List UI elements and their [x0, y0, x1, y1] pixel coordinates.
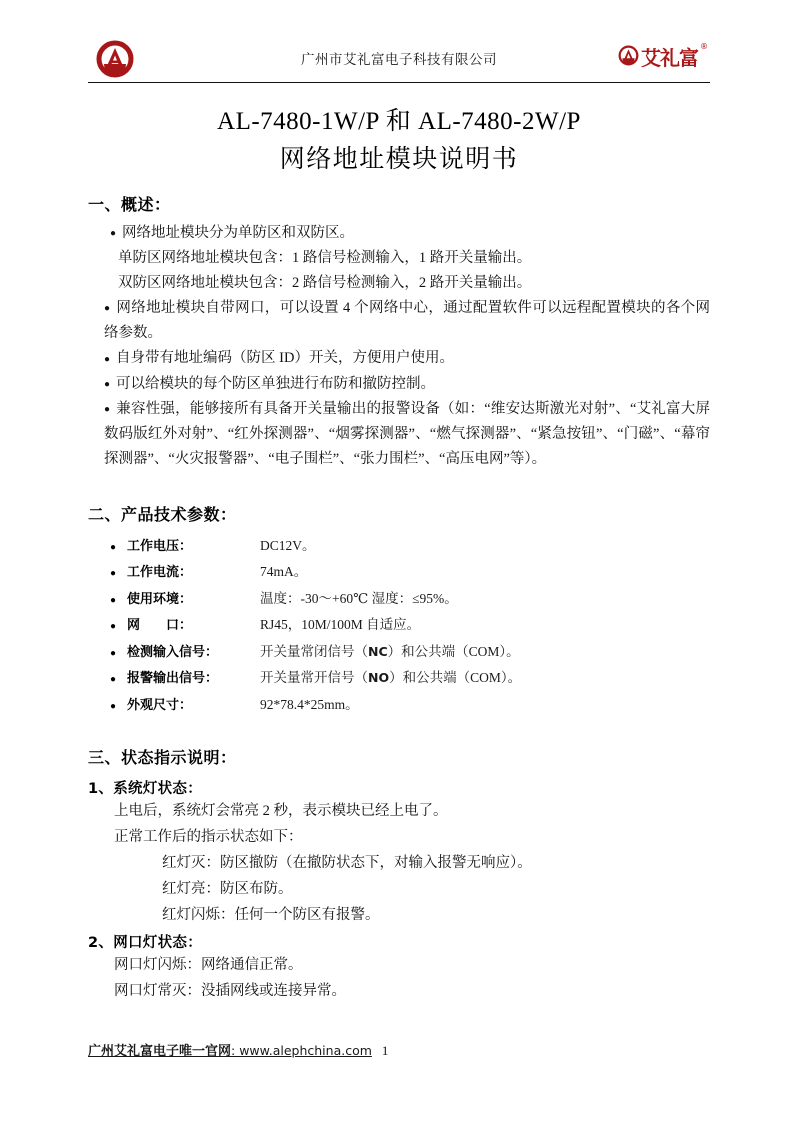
spec-list — [88, 534, 710, 720]
official-website-url: : www.alephchina.com — [231, 1043, 372, 1058]
section-1-heading: 一、概述： — [88, 195, 171, 214]
overview-bullet-1-text: 网络地址模块分为单防区和双防区。 — [122, 225, 355, 241]
bullet-dot-icon: ● — [110, 621, 117, 633]
overview-bullet-1 — [110, 221, 710, 246]
official-website-label: 广州艾礼富电子唯一官网 — [88, 1044, 232, 1059]
overview-bullet-5 — [104, 397, 710, 472]
registered-trademark-icon: ® — [700, 42, 708, 51]
section-3-sub-1-heading: 1、系统灯状态： — [88, 781, 202, 798]
bullet-dot-icon: ● — [110, 647, 117, 659]
spec-label: 外观尺寸： — [127, 697, 193, 713]
spec-label: 工作电压： — [127, 538, 193, 554]
spec-label: 报警输出信号： — [127, 671, 219, 687]
spec-value — [260, 640, 520, 665]
overview-bullet-5-text: 兼容性强，能够接所有具备开关量输出的报警设备（如：“维安达斯激光对射”、“艾礼富大屏数码版红外对射”、“红外探测器”、“烟雾探测器”、“燃气探测器”、“紧急按钮”、“门磁”、“幕帘探测器”、“火灾报警器”、“电子围栏”、“张力围栏”、“高压电网”等）。 — [104, 400, 710, 467]
net-led-line-2: 网口灯常灭：没插网线或连接异常。 — [114, 983, 346, 1000]
page-header — [88, 38, 710, 82]
title-line-1: AL-7480-1W/P 和 AL-7480-2W/P — [217, 108, 581, 135]
spec-label: 使用环境： — [127, 591, 193, 607]
brand-logo — [618, 41, 708, 75]
spec-value: DC12V。 — [260, 537, 316, 553]
overview-subline-1: 单防区网络地址模块包含：1 路信号检测输入，1 路开关量输出。 — [118, 250, 532, 267]
section-3-heading: 三、状态指示说明： — [88, 748, 237, 768]
bullet-dot-icon: ● — [110, 594, 117, 606]
bullet-dot-icon: ● — [110, 541, 117, 553]
section-2-heading: 二、产品技术参数： — [88, 504, 237, 524]
overview-bullet-2-text: 网络地址模块自带网口，可以设置 4 个网络中心，通过配置软件可以远程配置模块的各个网络参数。 — [104, 300, 710, 342]
bullet-dot-icon: ● — [104, 403, 111, 415]
header-divider — [88, 82, 710, 83]
bullet-dot-icon: ● — [110, 674, 117, 686]
spec-value: 92*78.4*25mm。 — [260, 696, 359, 712]
spacer — [88, 472, 710, 502]
spec-row — [88, 613, 710, 640]
spec-value — [260, 666, 521, 691]
spec-label: 网 口： — [127, 618, 193, 634]
spacer — [88, 719, 710, 745]
official-website-link[interactable] — [88, 1040, 372, 1059]
bullet-dot-icon: ● — [110, 228, 117, 240]
title-line-2: 网络地址模块说明书 — [279, 144, 519, 173]
page-footer — [88, 1040, 710, 1059]
spec-value-post: ）和公共端（COM）。 — [389, 670, 522, 686]
overview-bullet-2 — [104, 296, 710, 346]
spec-value-post: ）和公共端（COM）。 — [387, 643, 520, 659]
spec-value: RJ45，10M/100M 自适应。 — [260, 617, 421, 633]
spec-row — [88, 666, 710, 693]
section-3-sub-2-heading: 2、网口灯状态： — [88, 935, 202, 952]
document-title — [88, 104, 710, 178]
bullet-dot-icon: ● — [104, 303, 111, 315]
spec-row — [88, 693, 710, 720]
bullet-dot-icon: ● — [104, 353, 111, 365]
spec-label: 检测输入信号： — [127, 644, 219, 660]
system-led-state-blink: 红灯闪烁：任何一个防区有报警。 — [162, 907, 380, 924]
spec-value-pre: 开关量常闭信号（ — [260, 643, 368, 659]
overview-bullet-3 — [104, 346, 710, 371]
spec-value-emphasis: NC — [368, 643, 388, 659]
system-led-line-2: 正常工作后的指示状态如下： — [114, 829, 303, 846]
page-number: 1 — [381, 1043, 389, 1058]
bullet-dot-icon: ● — [110, 700, 117, 712]
header-company-name: 广州市艾礼富电子科技有限公司 — [301, 52, 497, 68]
spec-value: 74mA。 — [260, 564, 308, 580]
net-led-line-1: 网口灯闪烁：网络通信正常。 — [114, 957, 303, 974]
brand-name-text: 艾礼富 — [641, 46, 698, 70]
spec-row — [88, 534, 710, 561]
overview-bullet-3-text: 自身带有地址编码（防区 ID）开关，方便用户使用。 — [116, 350, 454, 367]
document-body — [88, 192, 710, 1004]
system-led-state-on: 红灯亮：防区布防。 — [162, 881, 293, 898]
overview-bullet-4-text: 可以给模块的每个防区单独进行布防和撤防控制。 — [116, 375, 436, 392]
bullet-dot-icon: ● — [104, 378, 111, 390]
spec-value-emphasis: NO — [368, 670, 390, 686]
spec-row — [88, 587, 710, 614]
spec-row — [88, 640, 710, 667]
spec-value: 温度：-30～+60℃ 湿度：≤95%。 — [260, 590, 458, 606]
spec-row — [88, 560, 710, 587]
overview-subline-2: 双防区网络地址模块包含：2 路信号检测输入，2 路开关量输出。 — [118, 275, 532, 292]
system-led-line-1: 上电后，系统灯会常亮 2 秒，表示模块已经上电了。 — [114, 803, 448, 820]
brand-a-circle-icon — [618, 45, 639, 71]
spec-label: 工作电流： — [127, 565, 193, 581]
bullet-dot-icon: ● — [110, 568, 117, 580]
overview-bullet-4 — [104, 372, 710, 397]
spec-value-pre: 开关量常开信号（ — [260, 670, 368, 686]
system-led-state-off: 红灯灭：防区撤防（在撤防状态下，对输入报警无响应）。 — [162, 855, 532, 872]
